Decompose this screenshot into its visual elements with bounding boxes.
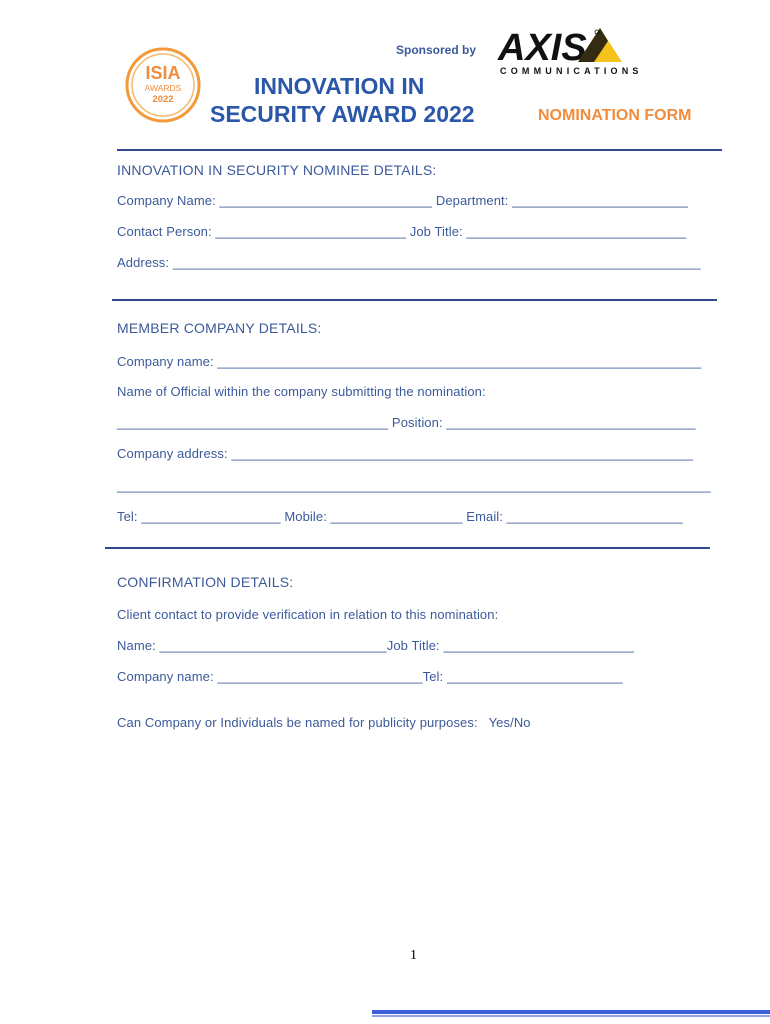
divider-member	[112, 299, 717, 301]
divider-top	[117, 149, 722, 151]
nomination-form-label: NOMINATION FORM	[538, 107, 692, 124]
name-jobtitle-field[interactable]: Name: _______________________________Job Title: __________________________	[117, 638, 635, 653]
address-field[interactable]: Address: ________________________________________________________________________	[117, 255, 701, 270]
divider-confirmation	[105, 547, 710, 549]
tel-mobile-email-field[interactable]: Tel: ___________________ Mobile: __________________ Email: ________________________	[117, 509, 683, 524]
footer-bar	[372, 1010, 770, 1014]
confirmation-heading: CONFIRMATION DETAILS:	[117, 574, 294, 590]
isia-awards-logo	[124, 46, 202, 124]
footer-bar-shadow	[372, 1015, 770, 1017]
axis-communications-logo	[496, 22, 651, 78]
publicity-question[interactable]: Can Company or Individuals be named for publicity purposes: Yes/No	[117, 715, 531, 730]
svg-text:AWARDS: AWARDS	[144, 83, 182, 93]
official-position-field[interactable]: _____________________________________ Position: __________________________________	[117, 415, 696, 430]
nominee-heading: INNOVATION IN SECURITY NOMINEE DETAILS:	[117, 162, 437, 178]
contact-jobtitle-field[interactable]: Contact Person: __________________________ Job Title: ______________________________	[117, 224, 687, 239]
company-department-field[interactable]: Company Name: _____________________________ Department: ________________________	[117, 193, 689, 208]
company-address-field[interactable]: Company address: _______________________________________________________________	[117, 446, 694, 461]
company-tel-field[interactable]: Company name: ____________________________Tel: ________________________	[117, 669, 623, 684]
client-contact-label: Client contact to provide verification in relation to this nomination:	[117, 607, 499, 622]
sponsored-by-label: Sponsored by	[396, 43, 477, 57]
axis-brand-text: AXIS	[498, 27, 587, 69]
svg-text:2022: 2022	[152, 94, 174, 105]
page-title	[210, 72, 475, 128]
title-line-1: INNOVATION IN	[254, 73, 425, 99]
svg-text:ISIA: ISIA	[145, 63, 181, 83]
official-name-label: Name of Official within the company submitting the nomination:	[117, 384, 486, 399]
company-address-cont-field[interactable]: _________________________________________________________________________________	[117, 478, 711, 493]
member-company-name-field[interactable]: Company name: __________________________________________________________________	[117, 354, 702, 369]
title-line-2: SECURITY AWARD 2022	[210, 101, 475, 127]
member-heading: MEMBER COMPANY DETAILS:	[117, 320, 322, 336]
axis-sub-text: COMMUNICATIONS	[500, 66, 643, 76]
page-number: 1	[410, 948, 417, 963]
